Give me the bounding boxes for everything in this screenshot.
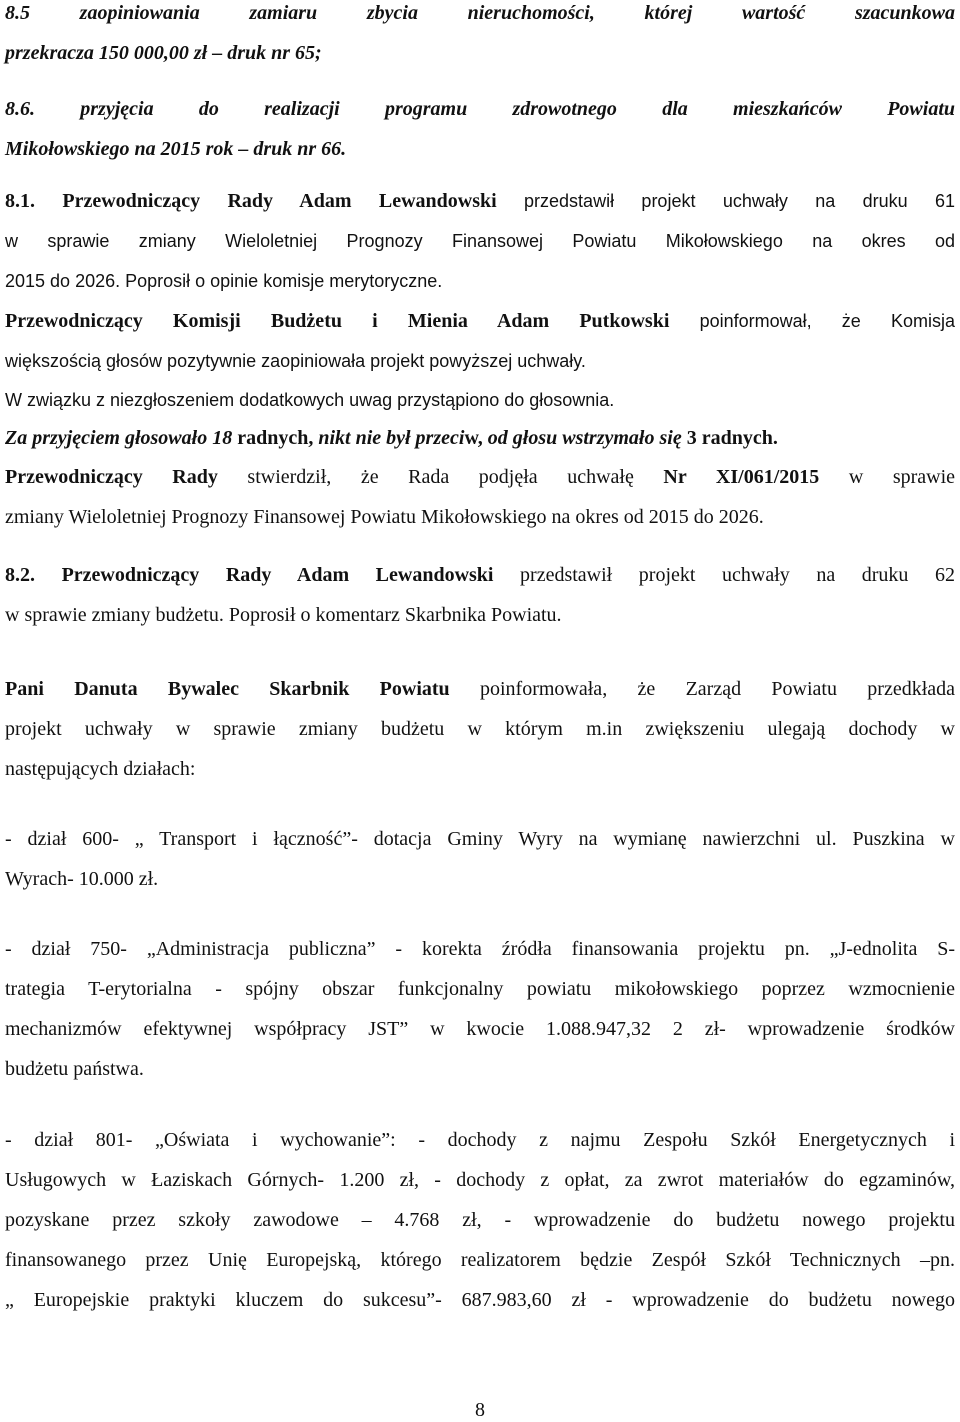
vote-text: w, [464, 427, 483, 449]
section-text: następujących działach: [5, 758, 196, 780]
budget-line: - dział 750- „Administracja publiczna” - korekta źródła finansowania projektu pn. „J-ednolita S- [5, 938, 955, 960]
budget-line: mechanizmów efektywnej współpracy JST” w kwocie 1.088.947,32 2 zł- wprowadzenie środków [5, 1018, 955, 1040]
budget-line: finansowanego przez Unię Europejską, którego realizatorem będzie Zespół Szkół Technicznych –pn. [5, 1249, 955, 1271]
budget-line: „ Europejskie praktyki kluczem do sukcesu”- 687.983,60 zł - wprowadzenie do budżetu nowego [5, 1289, 955, 1311]
budget-section-750 [5, 929, 955, 1089]
section-text: projekt uchwały w sprawie zmiany budżetu w którym m.in zwiększeniu ulegają dochody w [5, 718, 955, 740]
agenda-item-line: 8.6. przyjęcia do realizacji programu zdrowotnego dla mieszkańców Powiatu [5, 98, 955, 120]
section-text: 2015 do 2026. Poprosił o opinie komisje merytoryczne. [5, 271, 443, 291]
resolution-line [5, 457, 955, 497]
budget-line: Wyrach- 10.000 zł. [5, 868, 159, 890]
budget-section-801 [5, 1120, 955, 1320]
section-text: większością głosów pozytywnie zaopiniowała projekt powyższej uchwały. [5, 351, 586, 371]
budget-section-600 [5, 819, 955, 899]
vote-text: radnych, [237, 427, 314, 449]
vote-text: 3 radnych. [686, 427, 778, 449]
section-text: przedstawił projekt uchwały na druku 62 [520, 564, 955, 586]
section-text: przedstawił projekt uchwały na druku 61 [524, 191, 955, 211]
section-text: zmiany Wieloletniej Prognozy Finansowej Powiatu Mikołowskiego na okres od 2015 do 2026. [5, 506, 764, 528]
section-text: w sprawie zmiany Wieloletniej Prognozy Finansowej Powiatu Mikołowskiego na okres od [5, 231, 955, 251]
agenda-item-line: 8.5 zaopiniowania zamiaru zbycia nieruchomości, której wartość szacunkowa [5, 2, 955, 24]
section-number: 8.1. [5, 190, 35, 212]
speaker-name: Przewodniczący Rady Adam Lewandowski [62, 190, 497, 212]
section-text: w sprawie [848, 466, 956, 488]
page-number: 8 [475, 1399, 485, 1421]
vote-text: Za przyjęciem głosowało 18 [5, 427, 233, 449]
speaker-name: Pani Danuta Bywalec Skarbnik Powiatu [5, 678, 450, 700]
committee-opinion-line [5, 301, 955, 341]
section-text: poinformował, że Komisja [699, 311, 955, 331]
no-remarks-text: W związku z niezgłoszeniem dodatkowych uwag przystąpiono do głosownia. [5, 390, 615, 410]
section-text: w sprawie zmiany budżetu. Poprosił o komentarz Skarbnika Powiatu. [5, 604, 562, 626]
section-intro-line [5, 181, 955, 221]
agenda-item-8-6 [5, 89, 955, 169]
committee-speaker: Przewodniczący Komisji Budżetu i Mienia Adam Putkowski [5, 310, 670, 332]
section-text: poinformowała, że Zarząd Powiatu przedkłada [480, 678, 956, 700]
section-intro-line [5, 555, 955, 595]
budget-line: trategia T-erytorialna - spójny obszar funkcjonalny powiatu mikołowskiego poprzez wzmocnienie [5, 978, 955, 1000]
vote-text: nikt nie był przeci [318, 427, 465, 449]
agenda-item-8-5 [5, 0, 955, 73]
vote-result [5, 419, 955, 457]
resolution-number: Nr XI/061/2015 [663, 466, 820, 488]
budget-line: - dział 801- „Oświata i wychowanie”: - dochody z najmu Zespołu Szkół Energetycznych i [5, 1129, 955, 1151]
speaker-name: Przewodniczący Rady Adam Lewandowski [61, 564, 494, 586]
vote-text: od głosu wstrzymało się [487, 427, 682, 449]
budget-line: - dział 600- „ Transport i łączność”- dotacja Gminy Wyry na wymianę nawierzchni ul. Puszkina w [5, 828, 955, 850]
budget-line: budżetu państwa. [5, 1058, 144, 1080]
section-8-1 [5, 181, 955, 537]
speaker-name: Przewodniczący Rady [5, 466, 218, 488]
agenda-item-line: przekracza 150 000,00 zł – druk nr 65; [5, 42, 322, 64]
section-text: stwierdził, że Rada podjęła uchwałę [247, 466, 634, 488]
section-8-2 [5, 555, 955, 635]
treasurer-intro-line [5, 669, 955, 709]
budget-line: Usługowych w Łaziskach Górnych- 1.200 zł, - dochody z opłat, za zwrot materiałów do egzaminów, [5, 1169, 955, 1191]
budget-line: pozyskane przez szkoły zawodowe – 4.768 zł, - wprowadzenie do budżetu nowego projektu [5, 1209, 955, 1231]
treasurer-statement [5, 669, 955, 789]
section-number: 8.2. [5, 564, 35, 586]
agenda-item-line: Mikołowskiego na 2015 rok – druk nr 66. [5, 138, 347, 160]
